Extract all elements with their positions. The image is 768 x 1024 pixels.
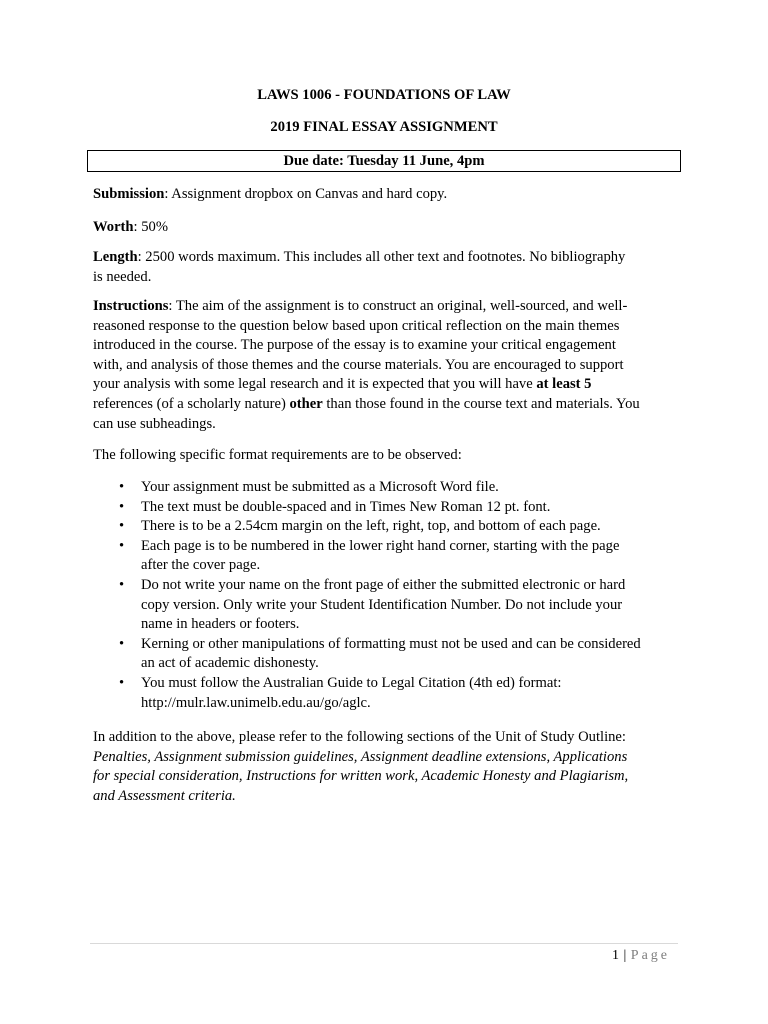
instructions-label: Instructions [93, 298, 169, 314]
due-date-box: Due date: Tuesday 11 June, 4pm [87, 150, 681, 172]
submission-label: Submission [93, 186, 165, 202]
bullet-icon: • [119, 498, 125, 515]
addition-paragraph: In addition to the above, please refer to the following sections of the Unit of Study Outline: Penalties, Assignment submission guidelines, Assignment deadline extensions, Applications for special consideration, Instructions for written work, Academic Honesty and Plagiarism, and Assessment criteria. [93, 729, 629, 804]
bullet-icon: • [119, 537, 125, 554]
worth-label: Worth [93, 219, 134, 235]
bullet-icon: • [119, 479, 125, 495]
instructions-paragraph: Instructions: The aim of the assignment is to construct an original, well-sourced, and well- reasoned response to the question below based upon critical reflection on the main themes introduced in the course. The purpose of the essay is to examine your critical engagement with, and analysis of those themes and the course materials. You are encouraged to support your analysis with some legal research and it is expected that you will have at least 5 references (of a scholarly nature) other than those found in the course text and materials. You can use subheadings. [93, 298, 640, 432]
length-paragraph: Length: 2500 words maximum. This includes all other text and footnotes. No bibliography is needed. [93, 249, 626, 285]
course-title: LAWS 1006 - FOUNDATIONS OF LAW [257, 87, 511, 103]
list-item: • You must follow the Australian Guide to Legal Citation (4th ed) format: http://mulr.law.unimelb.edu.au/go/aglc. [119, 674, 562, 711]
submission-line [93, 185, 683, 205]
list-item: • There is to be a 2.54cm margin on the left, right, top, and bottom of each page. [117, 517, 687, 537]
footer-divider [90, 943, 678, 944]
list-item: • Do not write your name on the front page of either the submitted electronic or hard copy version. Only write your Student Identification Number. Do not include your name in headers or footers. [119, 576, 626, 633]
page-number: 1 [611, 948, 620, 963]
format-intro: The following specific format requirements are to be observed: [93, 447, 462, 463]
format-requirements-list [117, 478, 687, 713]
bullet-icon: • [119, 518, 125, 535]
list-item: • Kerning or other manipulations of formatting must not be used and can be considered an act of academic dishonesty. [119, 635, 641, 672]
bullet-icon: • [119, 576, 125, 593]
page-label: Page [630, 948, 670, 963]
bullet-icon: • [119, 674, 125, 691]
worth-line [93, 218, 683, 238]
bullet-icon: • [119, 635, 125, 652]
worth-text: : 50% [133, 219, 169, 235]
assignment-title: 2019 FINAL ESSAY ASSIGNMENT [270, 119, 498, 135]
list-item: • The text must be double-spaced and in Times New Roman 12 pt. font. [117, 498, 687, 518]
submission-text: : Assignment dropbox on Canvas and hard copy. [164, 186, 448, 202]
list-item: • Your assignment must be submitted as a Microsoft Word file. [117, 478, 687, 498]
length-label: Length [93, 249, 138, 265]
page-footer: 1 | Page [611, 948, 670, 963]
list-item: • Each page is to be numbered in the lower right hand corner, starting with the page after the cover page. [119, 537, 620, 574]
